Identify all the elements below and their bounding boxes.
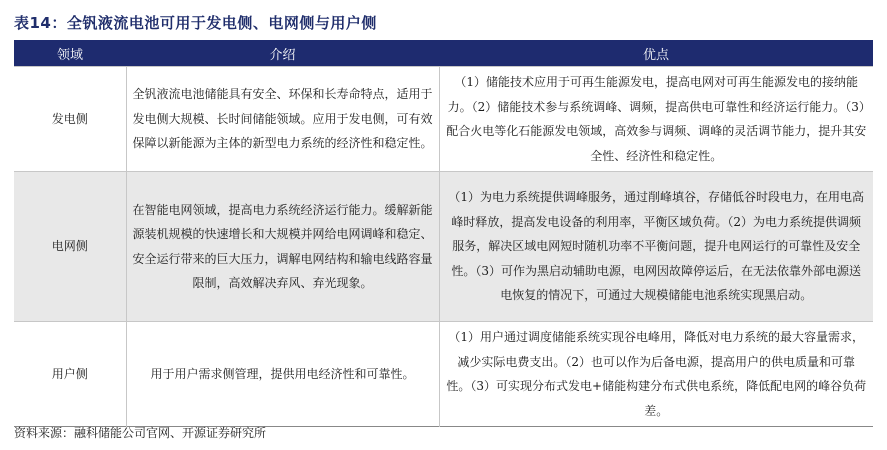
advantages-cell: （1）为电力系统提供调峰服务，通过削峰填谷，存储低谷时段电力，在用电高峰时释放，提高发电设备的利用率，平衡区域负荷。（2）为电力系统提供调频服务，解决区域电网短时随机功率不平衡问题，提升电网运行的可靠性及安全性。（3）可作为黑启动辅助电源，电网因故障停运后，在无法依靠外部电源送电恢复的情况下，可通过大规模储能电池系统实现黑启动。 [439, 172, 873, 322]
comparison-table [14, 40, 873, 427]
table-row [14, 172, 873, 322]
source-note: 资料来源：融科储能公司官网、开源证券研究所 [14, 426, 267, 440]
intro-cell: 全钒液流电池储能具有安全、环保和长寿命特点，适用于发电侧大规模、长时间储能领域。应用于发电侧，可有效保障以新能源为主体的新型电力系统的经济性和稳定性。 [126, 67, 439, 172]
table-title: 表14：全钒液流电池可用于发电侧、电网侧与用户侧 [14, 14, 377, 32]
domain-cell: 电网侧 [14, 172, 126, 322]
table-row [14, 322, 873, 427]
header-domain: 领域 [14, 40, 126, 67]
header-advantages: 优点 [439, 40, 873, 67]
table-row [14, 67, 873, 172]
intro-cell: 在智能电网领域，提高电力系统经济运行能力。缓解新能源装机规模的快速增长和大规模并网给电网调峰和稳定、安全运行带来的巨大压力，调解电网结构和输电线路容量限制，高效解决弃风、弃光现象。 [126, 172, 439, 322]
advantages-cell: （1）储能技术应用于可再生能源发电，提高电网对可再生能源发电的接纳能力。（2）储能技术参与系统调峰、调频，提高供电可靠性和经济运行能力。（3）配合火电等化石能源发电领域，高效参与调频、调峰的灵活调节能力，提升其安全性、经济性和稳定性。 [439, 67, 873, 172]
domain-cell: 发电侧 [14, 67, 126, 172]
domain-cell: 用户侧 [14, 322, 126, 427]
table-header-row [14, 40, 873, 67]
intro-cell: 用于用户需求侧管理，提供用电经济性和可靠性。 [126, 322, 439, 427]
header-intro: 介绍 [126, 40, 439, 67]
advantages-cell: （1）用户通过调度储能系统实现谷电峰用，降低对电力系统的最大容量需求，减少实际电费支出。（2）也可以作为后备电源，提高用户的供电质量和可靠性。（3）可实现分布式发电+储能构建分布式供电系统，降低配电网的峰谷负荷差。 [439, 322, 873, 427]
